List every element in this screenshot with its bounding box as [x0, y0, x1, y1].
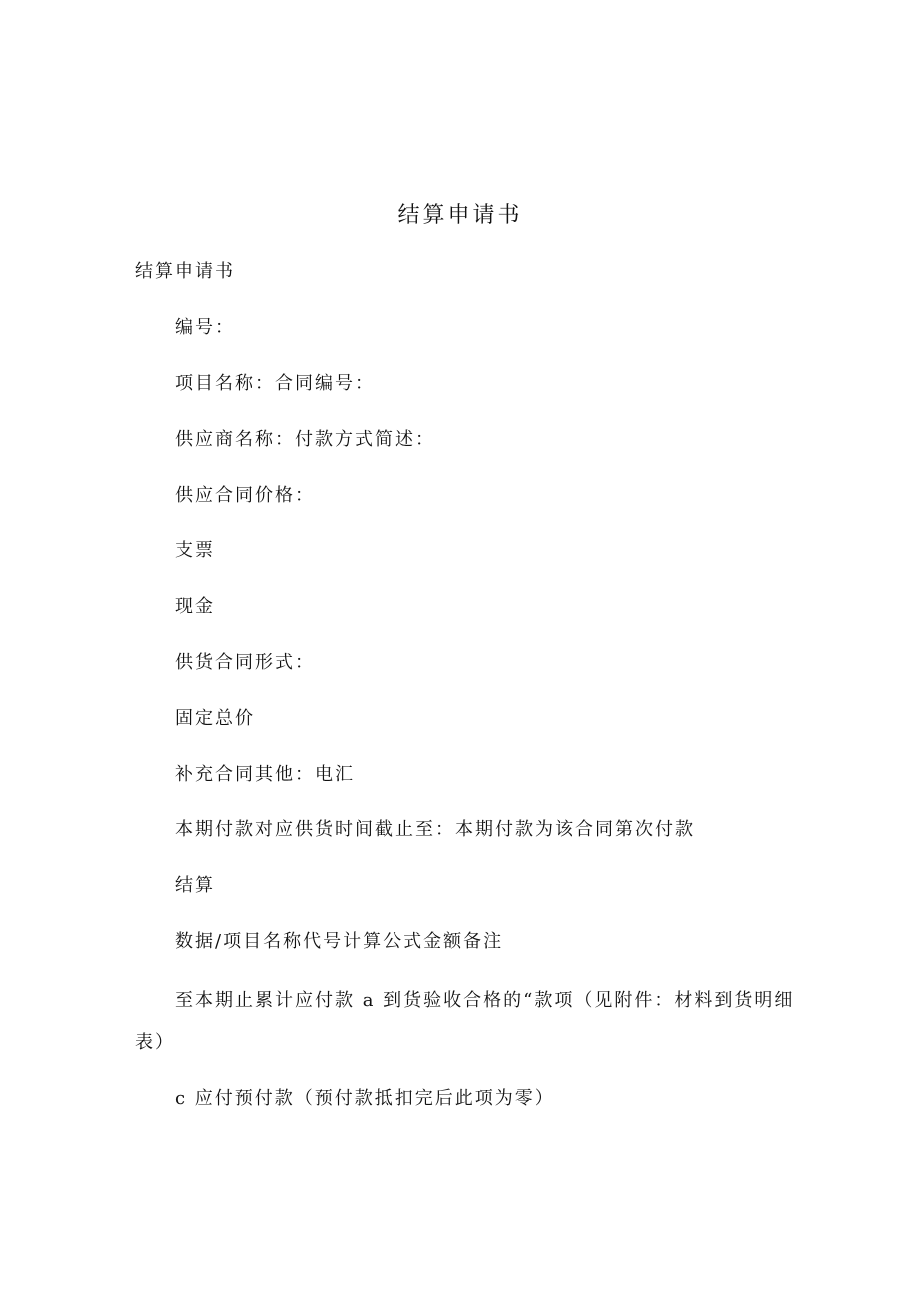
field-serial-number: 编号：	[175, 317, 235, 338]
document-subtitle: 结算申请书	[135, 261, 235, 282]
option-cheque: 支票	[175, 540, 215, 561]
field-contract-form: 供货合同形式：	[175, 652, 315, 673]
field-project-contract: 项目名称：合同编号：	[175, 373, 375, 394]
field-contract-price: 供应合同价格：	[175, 485, 315, 506]
option-cash: 现金	[175, 596, 215, 617]
prepayment-line: c 应付预付款（预付款抵扣完后此项为零）	[175, 1088, 555, 1109]
field-payment-period: 本期付款对应供货时间截止至：本期付款为该合同第次付款	[175, 819, 695, 840]
cumulative-payable-paragraph: 至本期止累计应付款 a 到货验收合格的“款项（见附件：材料到货明细表）	[135, 990, 795, 1053]
option-fixed-total: 固定总价	[175, 708, 255, 729]
field-supplementary-other: 补充合同其他：电汇	[175, 764, 355, 785]
field-supplier-payment: 供应商名称：付款方式简述：	[175, 429, 435, 450]
document-title: 结算申请书	[397, 203, 523, 228]
table-header-line: 数据/项目名称代号计算公式金额备注	[175, 931, 504, 952]
section-settlement: 结算	[175, 875, 215, 896]
